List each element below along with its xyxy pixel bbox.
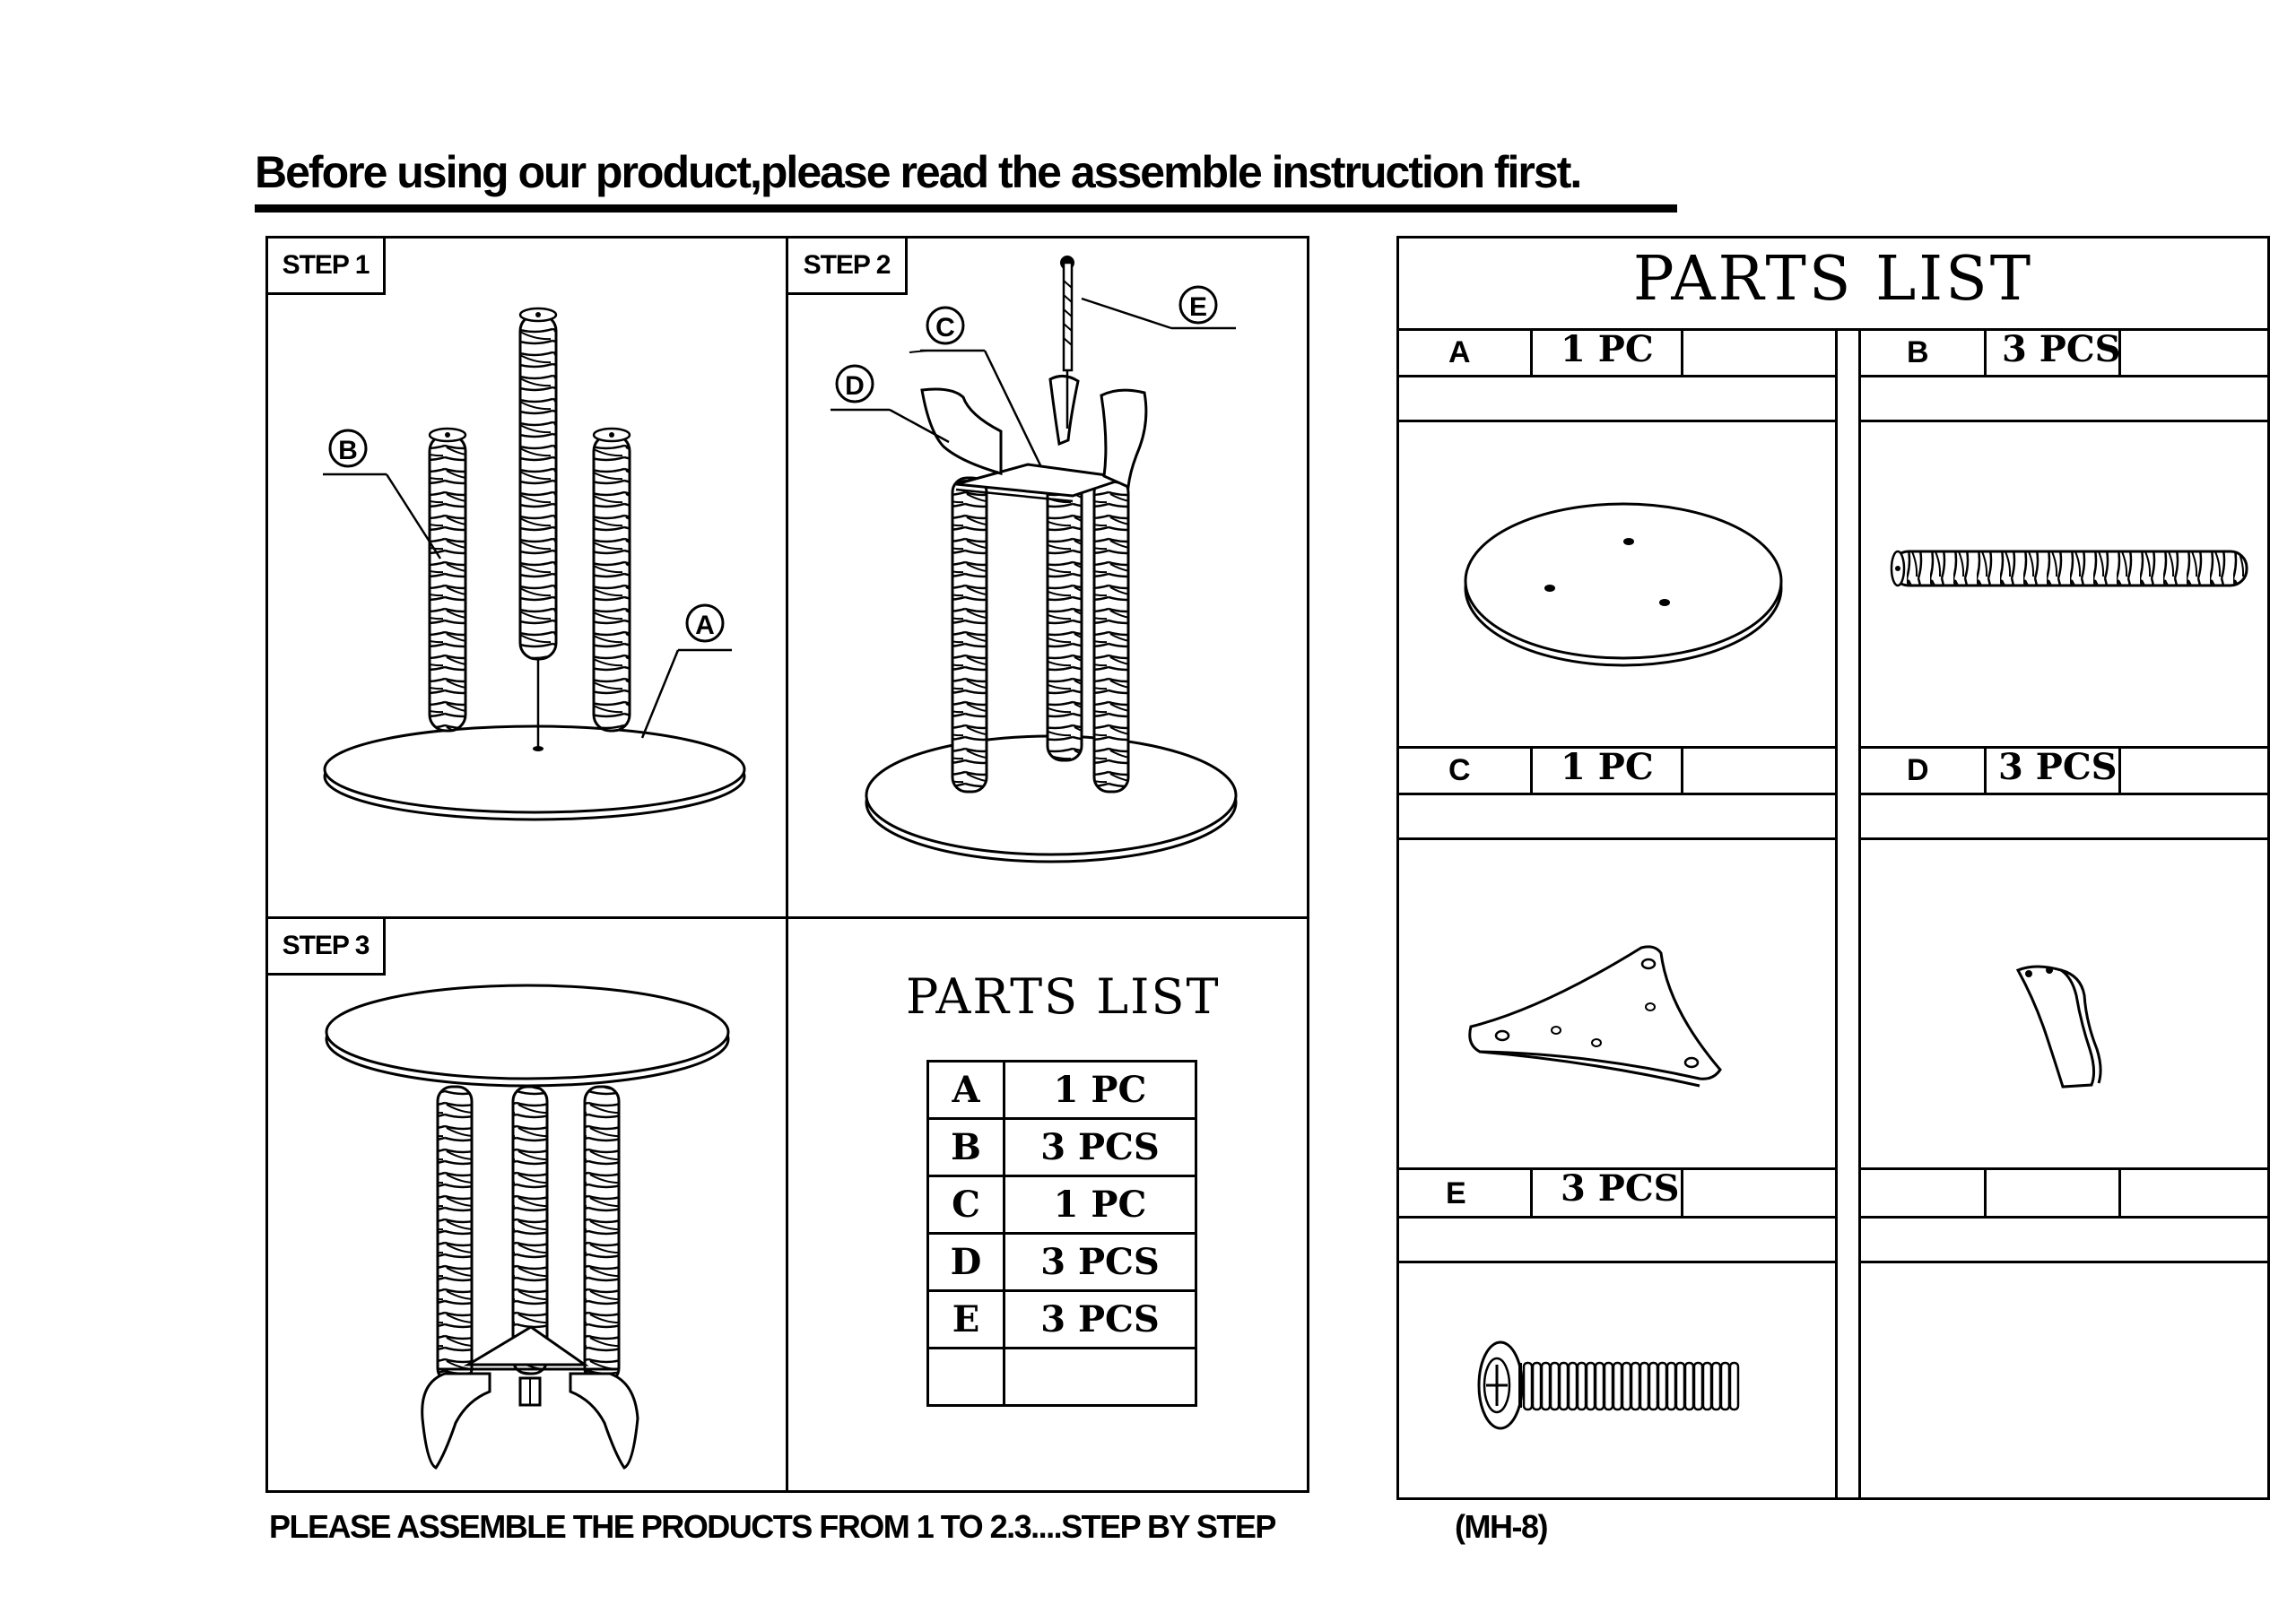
step1-leg-center	[520, 308, 556, 659]
mini-parts-letter: E	[928, 1291, 1004, 1349]
part-d-letter: D	[1907, 753, 1929, 787]
mini-parts-row	[928, 1062, 1196, 1119]
parts-divider-left	[1835, 328, 1838, 1500]
part-c-brace-drawing	[1462, 937, 1731, 1089]
mini-parts-qty: 1 PC	[1004, 1062, 1196, 1119]
mini-parts-qty: 3 PCS	[1004, 1119, 1196, 1176]
step1-leg-left	[430, 429, 465, 731]
part-e-screw-drawing	[1475, 1336, 1762, 1435]
mini-parts-row	[928, 1119, 1196, 1176]
mini-parts-letter: D	[928, 1234, 1004, 1291]
part-c-letter: C	[1448, 753, 1471, 787]
part-c-qty: 1 PC	[1561, 746, 1654, 788]
part-e-qty: 3 PCS	[1561, 1167, 1680, 1210]
mini-parts-letter: B	[928, 1119, 1004, 1176]
parts-list-title: PARTS LIST	[1632, 244, 2034, 315]
parts-list-panel	[1396, 236, 2270, 1500]
part-e-letter: E	[1446, 1176, 1466, 1210]
step1-callout-a: A	[695, 611, 715, 640]
header-instruction: Before using our product,please read the assemble instruction first.	[255, 147, 1581, 197]
mini-parts-qty	[1004, 1349, 1196, 1406]
step3-label: STEP 3	[265, 916, 386, 976]
part-d-qty: 3 PCS	[1998, 746, 2118, 788]
part-d-bracket-drawing	[2009, 959, 2117, 1094]
part-b-qty: 3 PCS	[2002, 328, 2121, 370]
mini-parts-row	[928, 1349, 1196, 1406]
step1-callout-b: B	[338, 436, 358, 465]
mini-parts-qty: 1 PC	[1004, 1176, 1196, 1234]
step2-callout-e: E	[1188, 292, 1208, 322]
step2-drawing	[786, 236, 1309, 917]
part-b-letter: B	[1907, 335, 1929, 369]
mini-parts-qty: 3 PCS	[1004, 1234, 1196, 1291]
part-a-tabletop-drawing	[1453, 493, 1794, 672]
mini-parts-table	[926, 1060, 1197, 1407]
step3-drawing	[265, 916, 786, 1493]
footer-instruction: PLEASE ASSEMBLE THE PRODUCTS FROM 1 TO 2.3....STEP BY STEP	[269, 1508, 1275, 1545]
part-b-leg-drawing	[1883, 542, 2260, 596]
mini-parts-row	[928, 1176, 1196, 1234]
mini-parts-list-title: PARTS LIST	[906, 968, 1221, 1025]
mini-parts-qty: 3 PCS	[1004, 1291, 1196, 1349]
header-underline	[255, 204, 1677, 213]
step2-callout-c: C	[935, 313, 955, 343]
parts-list-title-rule	[1396, 328, 2270, 331]
part-a-letter: A	[1448, 335, 1471, 369]
footer-model-code: (MH-8)	[1455, 1508, 1547, 1545]
mini-parts-row	[928, 1234, 1196, 1291]
step2-label: STEP 2	[786, 236, 908, 295]
mini-parts-letter	[928, 1349, 1004, 1406]
step1-leg-right	[594, 429, 630, 731]
step1-label: STEP 1	[265, 236, 386, 295]
mini-parts-row	[928, 1291, 1196, 1349]
parts-divider-right	[1858, 328, 1861, 1500]
part-a-qty: 1 PC	[1561, 328, 1654, 370]
step1-drawing	[265, 236, 786, 917]
mini-parts-letter: C	[928, 1176, 1004, 1234]
step2-callout-d: D	[845, 371, 865, 401]
mini-parts-letter: A	[928, 1062, 1004, 1119]
